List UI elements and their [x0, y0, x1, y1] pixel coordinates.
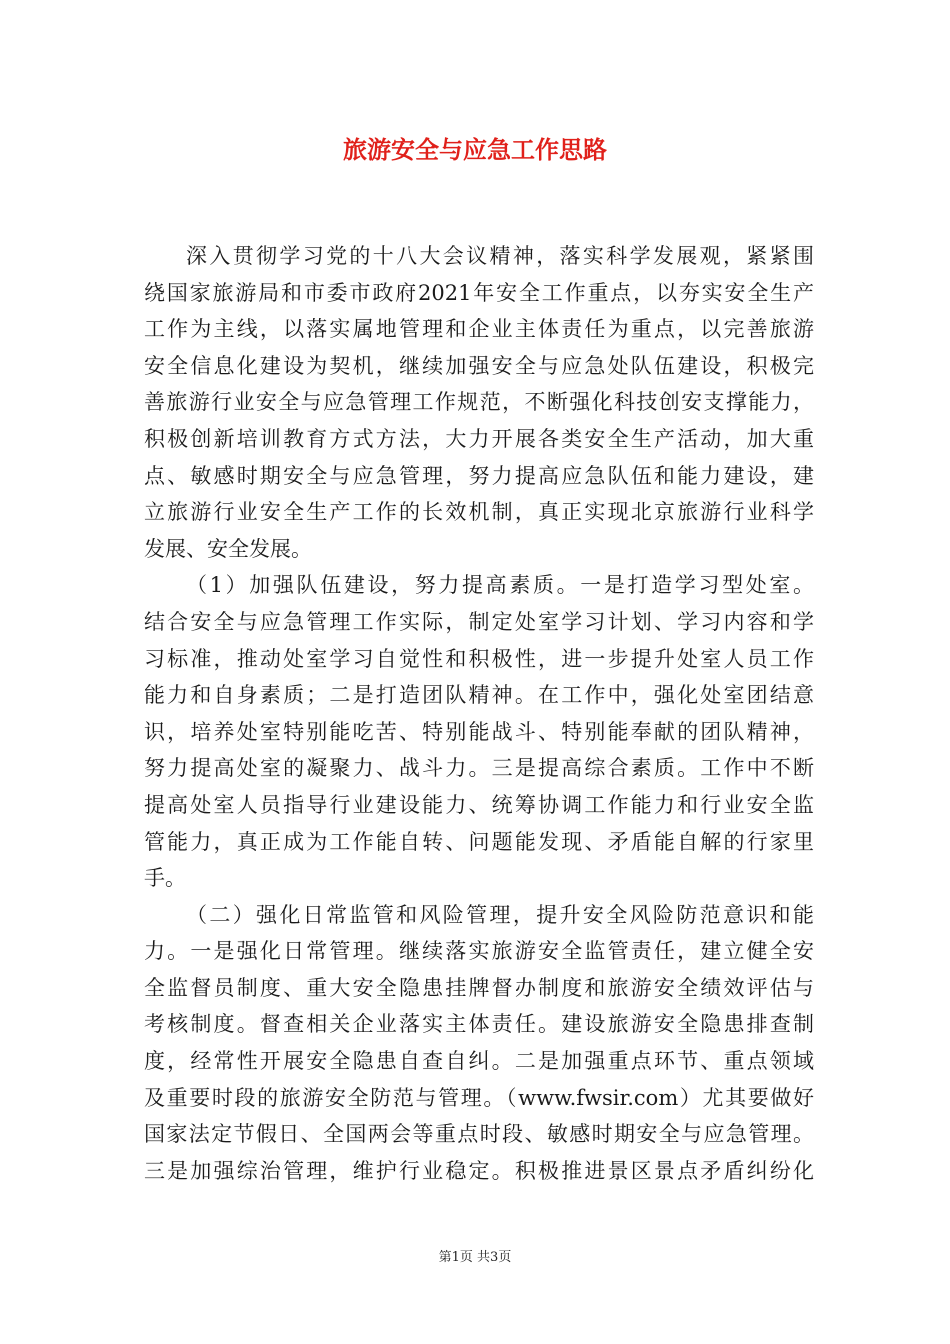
document-body	[144, 238, 814, 1189]
body-line: 管能力，真正成为工作能自转、问题能发现、矛盾能自解的行家里	[144, 829, 814, 854]
body-line: （二）强化日常监管和风险管理，提升安全风险防范意识和能	[186, 902, 814, 927]
body-line: 点、敏感时期安全与应急管理，努力提高应急队伍和能力建设，建	[144, 463, 814, 488]
body-line: 善旅游行业安全与应急管理工作规范，不断强化科技创安支撑能力，	[144, 390, 814, 415]
page-number-footer: 第1页 共3页	[438, 1250, 512, 1265]
body-line: 及重要时段的旅游安全防范与管理。（www.fwsir.com）尤其要做好	[144, 1085, 814, 1110]
body-line: 安全信息化建设为契机，继续加强安全与应急处队伍建设，积极完	[144, 353, 814, 378]
body-line: 深入贯彻学习党的十八大会议精神，落实科学发展观，紧紧围	[186, 244, 814, 268]
body-line: 手。	[144, 866, 186, 891]
body-line: 识，培养处室特别能吃苦、特别能战斗、特别能奉献的团队精神，	[144, 719, 814, 744]
body-line: （1）加强队伍建设，努力提高素质。一是打造学习型处室。	[186, 573, 814, 598]
body-line: 结合安全与应急管理工作实际，制定处室学习计划、学习内容和学	[144, 609, 814, 634]
body-line: 习标准，推动处室学习自觉性和积极性，进一步提升处室人员工作	[144, 646, 814, 671]
body-line: 提高处室人员指导行业建设能力、统筹协调工作能力和行业安全监	[144, 792, 814, 817]
body-line: 发展、安全发展。	[144, 536, 312, 561]
body-line: 绕国家旅游局和市委市政府2021年安全工作重点，以夯实安全生产	[144, 280, 814, 305]
body-line: 度，经常性开展安全隐患自查自纠。二是加强重点环节、重点领域	[144, 1049, 814, 1074]
body-line: 积极创新培训教育方式方法，大力开展各类安全生产活动，加大重	[144, 426, 814, 451]
body-line: 三是加强综治管理，维护行业稳定。积极推进景区景点矛盾纠纷化	[144, 1158, 814, 1183]
body-line: 立旅游行业安全生产工作的长效机制，真正实现北京旅游行业科学	[144, 500, 814, 525]
document-title: 旅游安全与应急工作思路	[343, 135, 607, 164]
body-line: 工作为主线，以落实属地管理和企业主体责任为重点，以完善旅游	[144, 317, 814, 342]
body-line: 能力和自身素质；二是打造团队精神。在工作中，强化处室团结意	[144, 683, 814, 708]
body-line: 国家法定节假日、全国两会等重点时段、敏感时期安全与应急管理。	[144, 1122, 814, 1147]
body-line: 全监督员制度、重大安全隐患挂牌督办制度和旅游安全绩效评估与	[144, 975, 814, 1000]
body-line: 努力提高处室的凝聚力、战斗力。三是提高综合素质。工作中不断	[144, 756, 814, 781]
body-line: 考核制度。督查相关企业落实主体责任。建设旅游安全隐患排查制	[144, 1012, 814, 1037]
body-line: 力。一是强化日常管理。继续落实旅游安全监管责任，建立健全安	[144, 939, 814, 964]
